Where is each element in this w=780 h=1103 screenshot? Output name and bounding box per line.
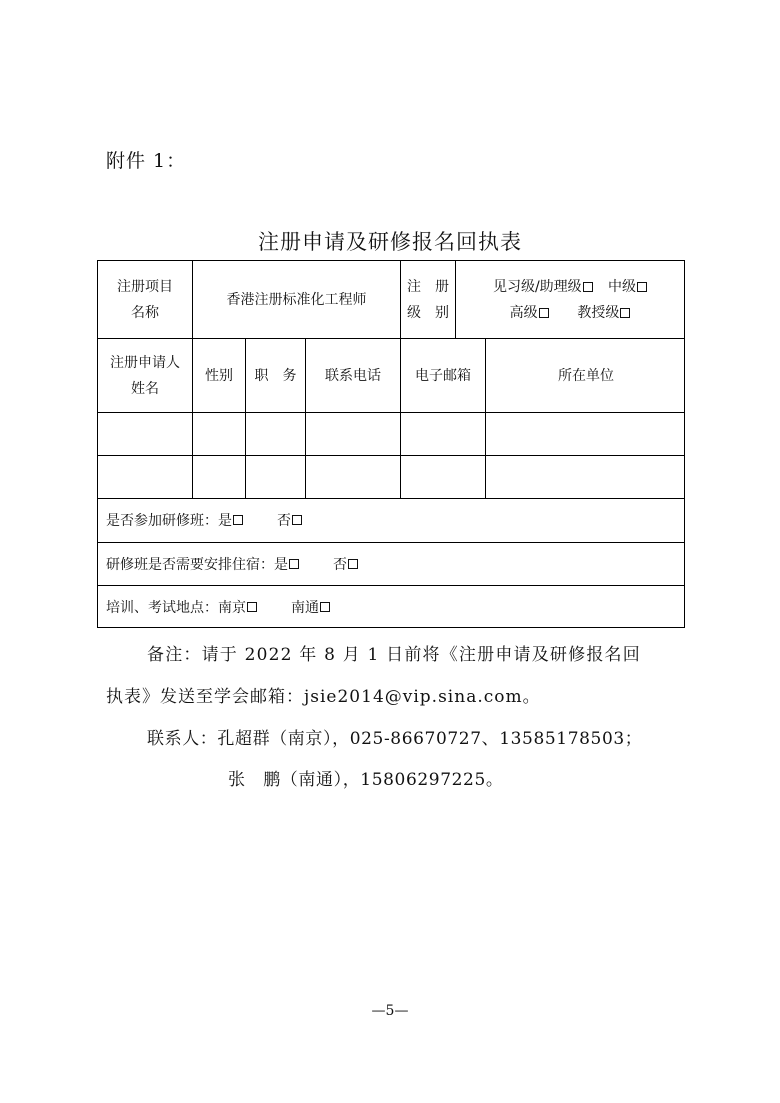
option-no: 否	[333, 557, 347, 573]
project-name-label	[98, 261, 192, 338]
level-option-professor: 教授级	[577, 304, 620, 321]
header-phone: 联系电话	[325, 367, 381, 384]
header-applicant-name	[98, 339, 192, 412]
question-lodging	[106, 543, 360, 585]
question-training	[106, 499, 304, 541]
project-label-line1: 注册项目	[117, 278, 173, 295]
note-line-2: 执表》发送至学会邮箱：jsie2014@vip.sina.com。	[106, 687, 541, 707]
level-label	[401, 261, 455, 338]
question-training-text: 是否参加研修班：是	[106, 513, 232, 529]
checkbox-nanjing[interactable]	[247, 602, 257, 612]
header-name-line1: 注册申请人	[110, 354, 180, 371]
contact-line-2: 张 鹏（南通），15806297225。	[228, 770, 504, 790]
page-number: —5—	[371, 1003, 409, 1019]
level-label-line2: 级 别	[407, 304, 449, 321]
checkbox-training-yes[interactable]	[233, 515, 243, 525]
header-email: 电子邮箱	[415, 367, 471, 384]
header-gender: 性别	[205, 367, 233, 384]
entry-row-1[interactable]	[98, 413, 684, 455]
checkbox-nantong[interactable]	[320, 602, 330, 612]
project-name-value: 香港注册标准化工程师	[226, 291, 367, 308]
form-title: 注册申请及研修报名回执表	[258, 230, 522, 254]
registration-form-table	[97, 260, 685, 628]
header-position: 职 务	[254, 367, 297, 384]
header-unit: 所在单位	[558, 367, 614, 384]
checkbox-training-no[interactable]	[292, 515, 302, 525]
entry-row-2[interactable]	[98, 456, 684, 498]
option-no: 否	[277, 513, 291, 529]
level-option-senior: 高级	[509, 304, 538, 321]
checkbox-lodging-yes[interactable]	[289, 559, 299, 569]
note-line-1: 备注：请于 2022 年 8 月 1 日前将《注册申请及研修报名回	[147, 645, 641, 665]
attachment-label: 附件 1：	[106, 150, 187, 172]
header-name-line2: 姓名	[131, 380, 159, 397]
level-option-intermediate: 中级	[608, 278, 637, 295]
checkbox-senior[interactable]	[539, 308, 549, 318]
option-nantong: 南通	[291, 600, 319, 616]
level-option-trainee: 见习级/助理级	[492, 278, 582, 295]
checkbox-professor[interactable]	[620, 308, 630, 318]
question-location-text: 培训、考试地点：南京	[106, 600, 246, 616]
checkbox-lodging-no[interactable]	[348, 559, 358, 569]
level-options	[456, 261, 686, 338]
project-label-line2: 名称	[131, 304, 159, 321]
checkbox-intermediate[interactable]	[637, 282, 647, 292]
checkbox-trainee[interactable]	[583, 282, 593, 292]
level-label-line1: 注 册	[407, 278, 449, 295]
contact-line-1: 联系人：孔超群（南京），025-86670727、13585178503；	[147, 729, 643, 749]
question-location	[106, 586, 332, 628]
question-lodging-text: 研修班是否需要安排住宿：是	[106, 557, 288, 573]
